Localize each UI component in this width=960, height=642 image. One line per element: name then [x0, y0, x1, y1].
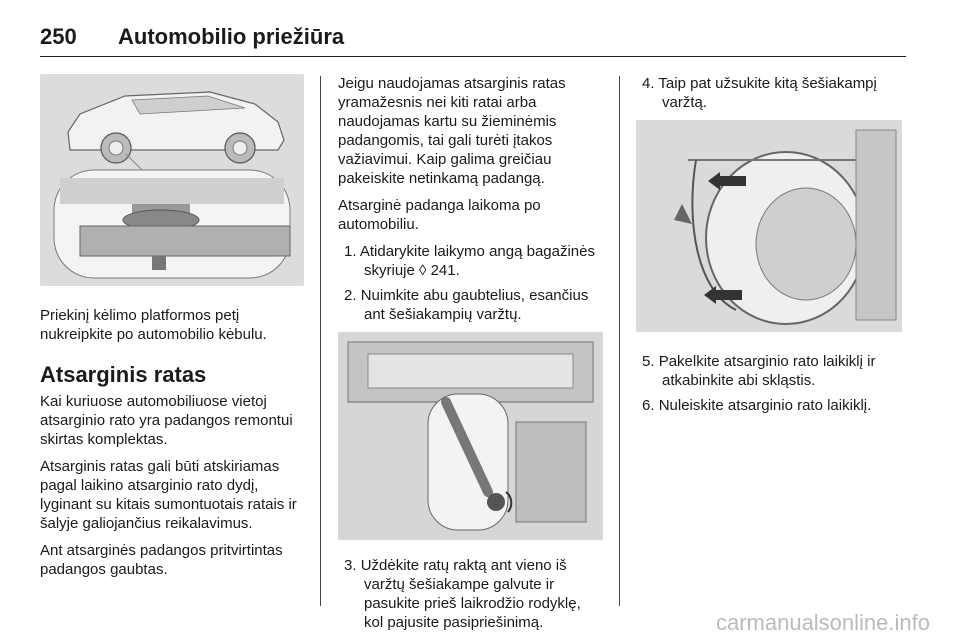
section-heading: Atsarginis ratas: [40, 362, 207, 387]
column-right: [636, 74, 902, 423]
spare-wheel-carrier-illustration: [636, 120, 902, 332]
list-item: 6. Nuleiskite atsarginio rato laikiklį.: [642, 397, 872, 414]
steps-list: [338, 242, 603, 324]
list-item: 4. Taip pat užsukite kitą šešiakampį varžtą.: [642, 75, 877, 111]
watermark: carmanualsonline.info: [715, 610, 930, 635]
steps-list: [636, 74, 902, 112]
paragraph: Atsarginė padanga laikoma po automobiliu.: [338, 197, 541, 233]
paragraph: Jeigu naudojamas atsarginis ratas yramažesnis nei kiti ratai arba naudojamas kartu su žieminėmis padangomis, tai gali turėti įtakos važiavimui. Kaip galima greičiau pakeiskite netinkamą padangą.: [338, 75, 566, 187]
paragraph: Kai kuriuose automobiliuose vietoj atsarginio rato yra padangos remontui skirtas komplektas.: [40, 393, 293, 448]
list-item: 5. Pakelkite atsarginio rato laikiklį ir atkabinkite abi skląstis.: [642, 353, 876, 389]
page-number: 250: [40, 24, 77, 49]
image-caption: Priekinį kėlimo platformos petį nukreipkite po automobilio kėbulu.: [40, 307, 267, 343]
car-lift-illustration: [40, 74, 304, 286]
column-left: [40, 74, 304, 587]
column-middle: [338, 74, 603, 640]
column-divider: [320, 76, 321, 606]
list-item: 3. Uždėkite ratų raktą ant vieno iš varžtų šešiakampe galvute ir pasukite prieš laikrodžio rodyklę, kol pajusite pasipriešinimą.: [344, 557, 581, 631]
paragraph: Ant atsarginės padangos pritvirtintas padangos gaubtas.: [40, 542, 283, 578]
steps-list: [338, 556, 603, 632]
hex-bolt-cover-illustration: [338, 332, 603, 540]
page-header: [40, 16, 906, 57]
list-item: 1. Atidarykite laikymo angą bagažinės skyriuje ◊ 241.: [344, 243, 595, 279]
paragraph: Atsarginis ratas gali būti atskiriamas pagal laikino atsarginio rato dydį, lyginant su kitais sumontuotais ratais ir šalyje galiojančius reikalavimus.: [40, 458, 297, 532]
list-item: 2. Nuimkite abu gaubtelius, esančius ant šešiakampių varžtų.: [344, 287, 589, 323]
steps-list: [636, 352, 902, 415]
column-divider: [619, 76, 620, 606]
page-title: Automobilio priežiūra: [118, 24, 345, 49]
